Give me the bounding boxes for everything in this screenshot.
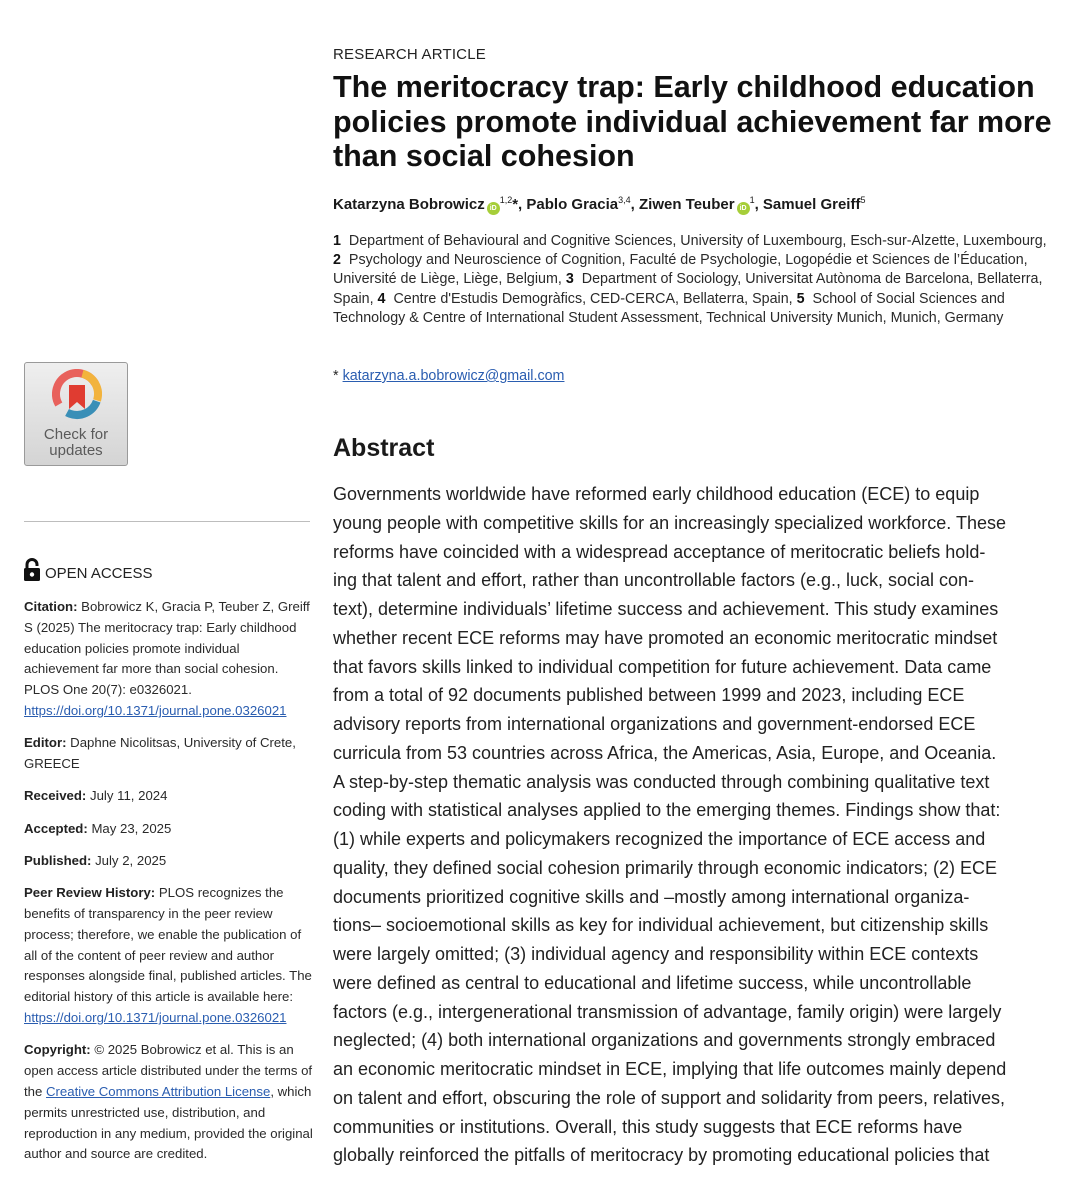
abstract-line: advisory reports from international organizations and government-endorsed ECE xyxy=(333,714,976,734)
orcid-icon[interactable]: iD xyxy=(737,202,750,215)
abstract-line: on talent and effort, obscuring the role of support and solidarity from peers, relatives, xyxy=(333,1087,1006,1108)
article-type: RESEARCH ARTICLE xyxy=(333,46,486,63)
article-metadata xyxy=(24,597,314,1165)
abstract-line: were largely omitted; (3) individual agency and responsibility within ECE contexts xyxy=(333,944,979,964)
open-lock-icon xyxy=(23,558,42,582)
abstract-line: (1) while experts and policymakers recognized the importance of ECE access and xyxy=(333,829,986,849)
author[interactable]: Katarzyna Bobrowicz iD$^{1,2}$*, xyxy=(333,195,523,213)
author-list xyxy=(333,195,1063,215)
published-date: Published: July 2, 2025 xyxy=(24,852,167,868)
license-link[interactable]: Creative Commons Attribution License xyxy=(46,1083,271,1099)
peer-review-doi-link[interactable]: https://doi.org/10.1371/journal.pone.0326021 xyxy=(24,1010,287,1026)
abstract-line: quality, they defined social cohesion primarily through economic indicators; (2) ECE xyxy=(333,857,997,878)
orcid-icon[interactable]: iD xyxy=(487,202,500,215)
sidebar-divider xyxy=(24,521,310,522)
peer-review-history: Peer Review History: PLOS recognizes the benefits of transparency in the peer review process; therefore, we enable the publication of all of the content of peer review and author responses alongside final, published articles. The editorial history of this article is available here: https://doi.org/10.1371/journal.pone.0326021 xyxy=(24,885,312,1026)
abstract-line: an economic meritocratic mindset in ECE, implying that life outcomes mainly depend xyxy=(333,1059,1007,1079)
accepted-date: Accepted: May 23, 2025 xyxy=(24,820,172,836)
received-date: Received: July 11, 2024 xyxy=(24,788,168,804)
abstract-line: Governments worldwide have reformed early childhood education (ECE) to equip xyxy=(333,484,980,504)
abstract-line: that favors skills linked to individual competition for future achievement. Data came xyxy=(333,656,992,677)
copyright: Copyright: © 2025 Bobrowicz et al. This is an open access article distributed under the terms of the Creative Commons Attribution License, which permits unrestricted use, distribution, and reproduction in any medium, provided the original author and source are credited. xyxy=(24,1042,313,1162)
check-for-updates-badge[interactable] xyxy=(24,362,128,466)
check-for-updates-icon xyxy=(52,369,102,423)
corresponding-author: * katarzyna.a.bobrowicz@gmail.com xyxy=(333,368,565,384)
abstract-line: documents prioritized cognitive skills and –mostly among international organiza- xyxy=(333,886,970,907)
author[interactable]: Pablo Gracia$^{3,4}$, xyxy=(526,195,635,213)
abstract-line: A step-by-step thematic analysis was conducted through combining qualitative text xyxy=(333,771,990,792)
affiliations: 1 Department of Behavioural and Cognitive Sciences, University of Luxembourg, Esch-sur-Alzette, Luxembourg, 2 Psychology and Neuroscience of Cognition, Faculté de Psychologie, Logopédie et Sciences de l’Éducation, Université de Liège, Liège, Belgium, 3 Department of Sociology, Universitat Autònoma de Barcelona, Bellaterra, Spain, 4 Centre d'Estudis Demogràfics, CED-CERCA, Bellaterra, Spain, 5 School of Social Sciences and Technology & Centre of International Student Assessment, Technical University Munich, Munich, Germany xyxy=(333,233,1047,326)
abstract-line: were defined as central to educational and lifetime success, while uncontrollable xyxy=(333,972,972,993)
abstract-line: from a total of 92 documents published between 1999 and 2023, including ECE xyxy=(333,685,965,706)
abstract-line: whether recent ECE reforms may have promoted an economic meritocratic mindset xyxy=(333,627,998,648)
abstract-line: coding with statistical analyses applied to the emerging themes. Findings show that: xyxy=(333,800,1001,821)
abstract-line: globally reinforced the pitfalls of meritocracy by promoting educational policies that xyxy=(333,1145,990,1166)
check-for-updates-label: Check for updates xyxy=(43,426,109,459)
citation-doi-link[interactable]: https://doi.org/10.1371/journal.pone.0326021 xyxy=(24,702,287,718)
abstract-line: ing that talent and effort, rather than uncontrollable factors (e.g., luck, social con- xyxy=(333,570,975,591)
abstract-line: young people with competitive skills for an increasingly specialized workforce. These xyxy=(333,512,1006,533)
article-title: The meritocracy trap: Early childhood education policies promote individual achievement far more than social cohesion xyxy=(333,70,1052,173)
editor: Editor: Daphne Nicolitsas, University of Crete, GREECE xyxy=(24,735,296,772)
abstract-line: text), determine individuals’ lifetime success and achievement. This study examines xyxy=(333,599,999,619)
abstract-line: communities or institutions. Overall, this study suggests that ECE reforms have xyxy=(333,1116,963,1137)
author[interactable]: Ziwen Teuber $iD^1$, xyxy=(638,195,759,213)
corresponding-email-link[interactable]: katarzyna.a.bobrowicz@gmail.com xyxy=(342,368,565,384)
abstract-line: curricula from 53 countries across Africa, the Americas, Asia, Europe, and Oceania. xyxy=(333,742,997,763)
abstract-line: neglected; (4) both international organizations and governments strongly embraced xyxy=(333,1030,996,1051)
abstract-line: factors (e.g., intergenerational transmission of advantage, family origin) were largely xyxy=(333,1001,1002,1022)
author[interactable]: Samuel Greiff$^5$ xyxy=(762,195,866,213)
open-access-label: OPEN ACCESS xyxy=(23,556,153,582)
abstract-line: tions– socioemotional skills as key for individual achievement, but citizenship skills xyxy=(333,915,989,936)
citation: Citation: Bobrowicz K, Gracia P, Teuber Z, Greiff S (2025) The meritocracy trap: Early childhood education policies promote individual achievement far more than social cohesion. PLOS One 20(7): e0326021. https://doi.org/10.1371/journal.pone.0326021 xyxy=(24,599,310,718)
abstract-heading: Abstract xyxy=(333,434,435,462)
abstract-text xyxy=(333,480,1053,1170)
abstract-line: reforms have coincided with a widespread acceptance of meritocratic beliefs hold- xyxy=(333,541,986,562)
